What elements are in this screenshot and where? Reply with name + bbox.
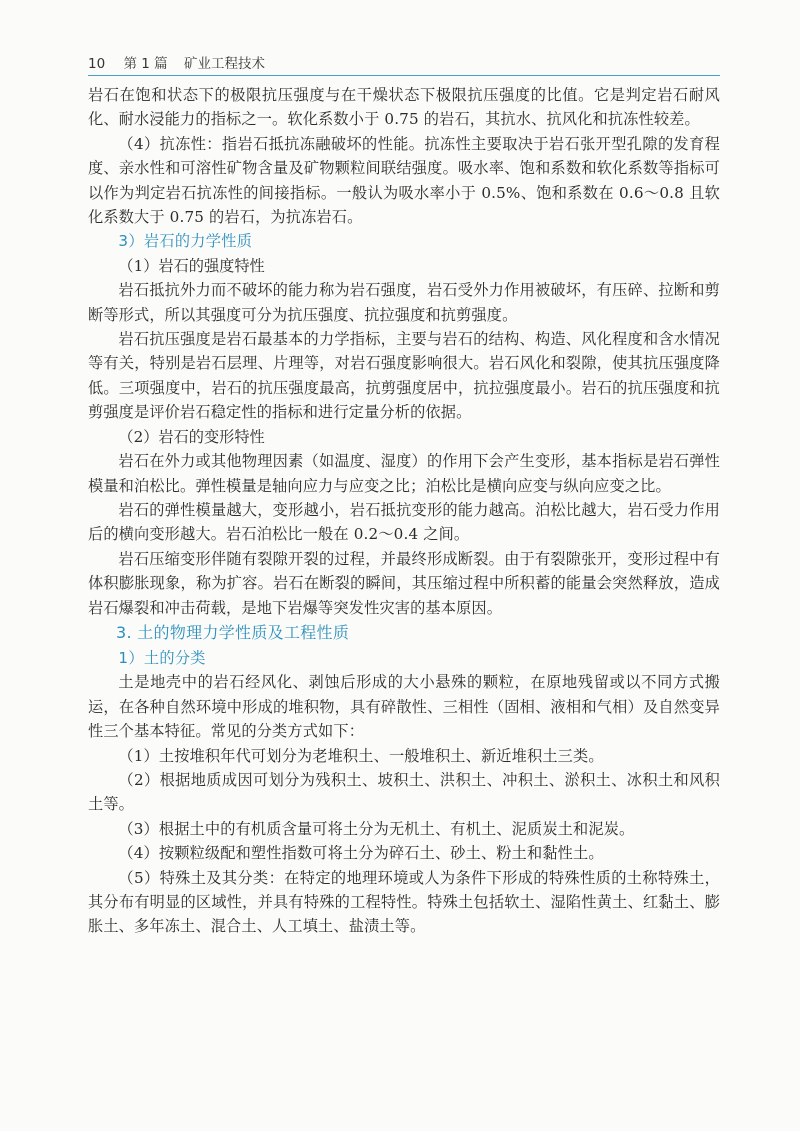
page-body [88, 83, 720, 939]
paragraph: 岩石的弹性模量越大，变形越小，岩石抵抗变形的能力越高。泊松比越大，岩石受力作用后的横向变形越大。岩石泊松比一般在 0.2～0.4 之间。 [88, 500, 720, 544]
paragraph: 岩石在饱和状态下的极限抗压强度与在干燥状态下极限抗压强度的比值。它是判定岩石耐风化、耐水浸能力的指标之一。软化系数小于 0.75 的岩石，其抗水、抗风化和抗冻性较差。 [88, 86, 720, 129]
list-item: （2）根据地质成因可划分为残积土、坡积土、洪积土、冲积土、淤积土、冰积土和风积土等。 [88, 770, 720, 814]
subsection-heading: （1）岩石的强度特性 [118, 256, 265, 275]
list-item: （3）根据土中的有机质含量可将土分为无机土、有机土、泥质炭土和泥炭。 [118, 819, 635, 838]
section-heading: 3）岩石的力学性质 [118, 232, 253, 251]
paragraph: 岩石抗压强度是岩石最基本的力学指标，主要与岩石的结构、构造、风化程度和含水情况等有关，特别是岩石层理、片理等，对岩石强度影响很大。岩石风化和裂隙，使其抗压强度降低。三项强度中，岩石的抗压强度最高，抗剪强度居中，抗拉强度最小。岩石的抗压强度和抗剪强度是评价岩石稳定性的指标和进行定量分析的依据。 [88, 330, 720, 422]
part-label: 第 1 篇 [123, 56, 168, 72]
list-item: （1）土按堆积年代可划分为老堆积土、一般堆积土、新近堆积土三类。 [118, 746, 604, 765]
paragraph: 岩石压缩变形伴随有裂隙开裂的过程，并最终形成断裂。由于有裂隙张开，变形过程中有体积膨胀现象，称为扩容。岩石在断裂的瞬间，其压缩过程中所积蓄的能量会突然释放，造成岩石爆裂和冲击荷载，是地下岩爆等突发性灾害的基本原因。 [88, 549, 720, 617]
list-item: （4）按颗粒级配和塑性指数可将土分为碎石土、砂土、粉土和黏性土。 [118, 844, 604, 863]
header-rule [88, 75, 720, 76]
section-heading: 1）土的分类 [118, 648, 206, 667]
running-header [88, 52, 716, 74]
paragraph: 岩石抵抗外力而不破坏的能力称为岩石强度，岩石受外力作用被破坏，有压碎、拉断和剪断等形式，所以其强度可分为抗压强度、抗拉强度和抗剪强度。 [88, 281, 720, 324]
paragraph: 土是地壳中的岩石经风化、剥蚀后形成的大小悬殊的颗粒，在原地残留或以不同方式搬运，在各种自然环境中形成的堆积物，具有碎散性、三相性（固相、液相和气相）及自然变异性三个基本特征。常见的分类方式如下： [88, 673, 720, 741]
paragraph: 岩石在外力或其他物理因素（如温度、湿度）的作用下会产生变形，基本指标是岩石弹性模量和泊松比。弹性模量是轴向应力与应变之比；泊松比是横向应变与纵向应变之比。 [88, 452, 720, 495]
subsection-heading: （2）岩石的变形特性 [118, 427, 265, 446]
chapter-section-heading: 3. 土的物理力学性质及工程性质 [116, 622, 350, 642]
list-item: （5）特殊土及其分类：在特定的地理环境或人为条件下形成的特殊性质的土称特殊土，其分布有明显的区域性，并具有特殊的工程特性。特殊土包括软土、湿陷性黄土、红黏土、膨胀土、多年冻土、混合土、人工填土、盐渍土等。 [88, 868, 720, 936]
paragraph: （4）抗冻性：指岩石抵抗冻融破坏的性能。抗冻性主要取决于岩石张开型孔隙的发育程度、亲水性和可溶性矿物含量及矿物颗粒间联结强度。吸水率、饱和系数和软化系数等指标可以作为判定岩石抗冻性的间接指标。一般认为吸水率小于 0.5%、饱和系数在 0.6～0.8 且软化系数大于 0.75 的岩石，为抗冻岩石。 [88, 134, 720, 227]
page-number: 10 [88, 56, 106, 72]
book-title: 矿业工程技术 [183, 56, 265, 72]
